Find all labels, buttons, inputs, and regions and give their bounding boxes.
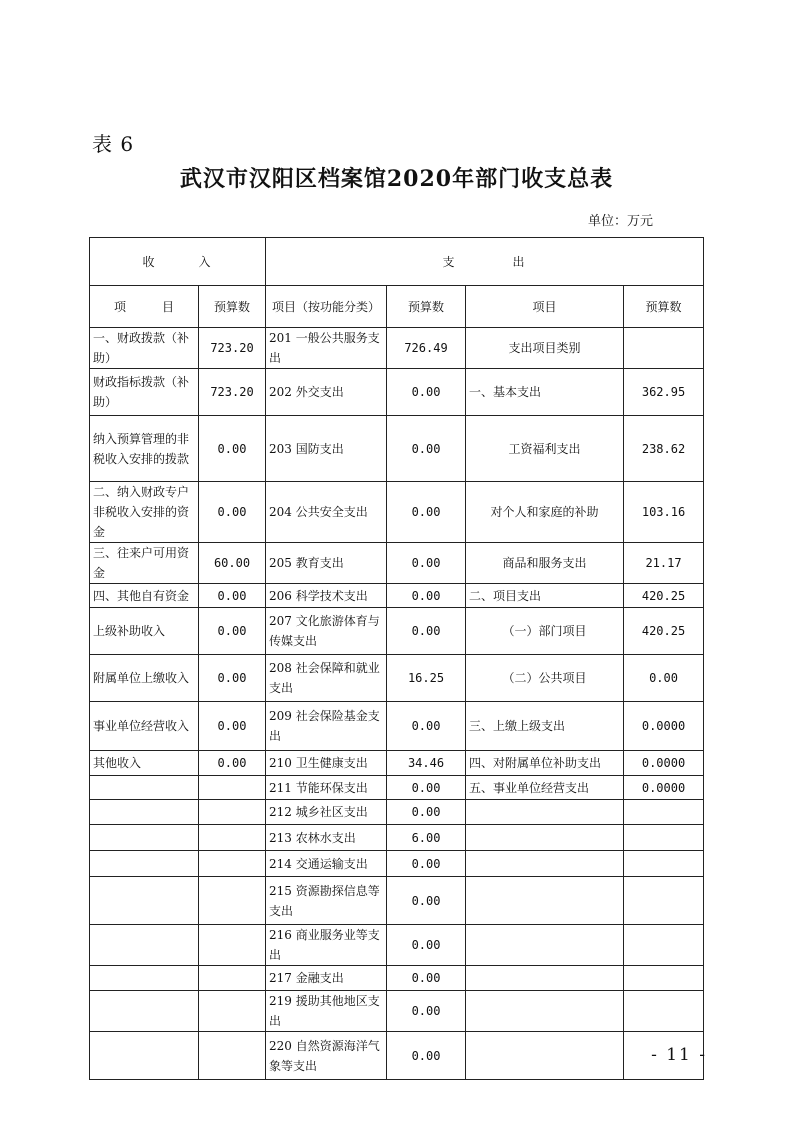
cell-income-item: 其他收入 bbox=[90, 751, 199, 776]
cell-expense-item: 二、项目支出 bbox=[466, 584, 624, 608]
cell-function-item: 208 社会保障和就业支出 bbox=[266, 655, 387, 702]
page-title: 武汉市汉阳区档案馆2020年部门收支总表 bbox=[179, 166, 614, 192]
header-item-2: 项目 bbox=[466, 286, 624, 328]
cell-function-amount: 34.46 bbox=[387, 751, 466, 776]
cell-income-item bbox=[90, 825, 199, 851]
cell-expense-item: （一）部门项目 bbox=[466, 608, 624, 655]
cell-income-item: 附属单位上缴收入 bbox=[90, 655, 199, 702]
header-budget: 预算数 bbox=[199, 286, 266, 328]
header-budget-3: 预算数 bbox=[624, 286, 704, 328]
cell-function-item: 212 城乡社区支出 bbox=[266, 800, 387, 825]
cell-income-item bbox=[90, 877, 199, 925]
cell-function-item: 213 农林水支出 bbox=[266, 825, 387, 851]
cell-function-amount: 0.00 bbox=[387, 416, 466, 482]
cell-expense-amount bbox=[624, 851, 704, 877]
cell-expense-item bbox=[466, 966, 624, 991]
cell-income-item bbox=[90, 991, 199, 1032]
cell-expense-amount: 238.62 bbox=[624, 416, 704, 482]
cell-income-amount bbox=[199, 851, 266, 877]
cell-expense-item bbox=[466, 991, 624, 1032]
cell-expense-item bbox=[466, 851, 624, 877]
header-budget-2: 预算数 bbox=[387, 286, 466, 328]
page-number: - 11 - bbox=[651, 1045, 707, 1065]
cell-function-item: 220 自然资源海洋气象等支出 bbox=[266, 1032, 387, 1080]
cell-expense-item: 三、上缴上级支出 bbox=[466, 702, 624, 751]
table-body bbox=[90, 238, 704, 1080]
cell-income-item bbox=[90, 776, 199, 800]
cell-function-item: 210 卫生健康支出 bbox=[266, 751, 387, 776]
cell-expense-amount: 21.17 bbox=[624, 543, 704, 584]
cell-expense-amount bbox=[624, 800, 704, 825]
cell-income-amount: 0.00 bbox=[199, 482, 266, 543]
budget-table bbox=[89, 237, 704, 1080]
cell-function-item: 219 援助其他地区支出 bbox=[266, 991, 387, 1032]
cell-function-item: 204 公共安全支出 bbox=[266, 482, 387, 543]
cell-expense-item: 四、对附属单位补助支出 bbox=[466, 751, 624, 776]
cell-income-item: 三、往来户可用资金 bbox=[90, 543, 199, 584]
cell-expense-amount: 420.25 bbox=[624, 608, 704, 655]
cell-income-amount: 0.00 bbox=[199, 416, 266, 482]
cell-function-amount: 0.00 bbox=[387, 1032, 466, 1080]
cell-function-item: 209 社会保险基金支出 bbox=[266, 702, 387, 751]
cell-income-item bbox=[90, 966, 199, 991]
cell-expense-amount: 362.95 bbox=[624, 369, 704, 416]
cell-function-amount: 0.00 bbox=[387, 877, 466, 925]
cell-income-amount: 0.00 bbox=[199, 584, 266, 608]
table-row bbox=[90, 655, 704, 702]
cell-function-amount: 0.00 bbox=[387, 966, 466, 991]
cell-expense-amount bbox=[624, 825, 704, 851]
cell-function-amount: 0.00 bbox=[387, 543, 466, 584]
table-row bbox=[90, 851, 704, 877]
cell-function-item: 207 文化旅游体育与传媒支出 bbox=[266, 608, 387, 655]
cell-expense-item: 商品和服务支出 bbox=[466, 543, 624, 584]
cell-expense-amount: 0.0000 bbox=[624, 751, 704, 776]
table-row bbox=[90, 608, 704, 655]
cell-income-item bbox=[90, 851, 199, 877]
table-row bbox=[90, 751, 704, 776]
cell-function-item: 211 节能环保支出 bbox=[266, 776, 387, 800]
cell-income-amount: 0.00 bbox=[199, 702, 266, 751]
cell-function-amount: 16.25 bbox=[387, 655, 466, 702]
cell-function-item: 206 科学技术支出 bbox=[266, 584, 387, 608]
cell-income-amount: 723.20 bbox=[199, 328, 266, 369]
cell-income-item: 事业单位经营收入 bbox=[90, 702, 199, 751]
cell-income-item: 二、纳入财政专户非税收入安排的资金 bbox=[90, 482, 199, 543]
cell-function-amount: 6.00 bbox=[387, 825, 466, 851]
cell-function-item: 214 交通运输支出 bbox=[266, 851, 387, 877]
table-row bbox=[90, 991, 704, 1032]
cell-function-amount: 0.00 bbox=[387, 851, 466, 877]
cell-expense-item bbox=[466, 877, 624, 925]
cell-income-amount: 723.20 bbox=[199, 369, 266, 416]
header-func-item: 项目（按功能分类） bbox=[266, 286, 387, 328]
cell-expense-amount bbox=[624, 328, 704, 369]
cell-income-amount bbox=[199, 991, 266, 1032]
cell-income-amount: 0.00 bbox=[199, 655, 266, 702]
cell-income-item: 上级补助收入 bbox=[90, 608, 199, 655]
table-label: 表 6 bbox=[92, 132, 135, 156]
table-row bbox=[90, 328, 704, 369]
cell-income-item: 一、财政拨款（补助） bbox=[90, 328, 199, 369]
cell-function-amount: 0.00 bbox=[387, 776, 466, 800]
cell-function-item: 216 商业服务业等支出 bbox=[266, 925, 387, 966]
cell-income-amount bbox=[199, 1032, 266, 1080]
table-row bbox=[90, 416, 704, 482]
cell-expense-amount: 103.16 bbox=[624, 482, 704, 543]
cell-function-item: 217 金融支出 bbox=[266, 966, 387, 991]
table-row bbox=[90, 877, 704, 925]
cell-function-amount: 0.00 bbox=[387, 369, 466, 416]
cell-function-item: 215 资源勘探信息等支出 bbox=[266, 877, 387, 925]
cell-function-amount: 0.00 bbox=[387, 702, 466, 751]
cell-income-amount bbox=[199, 877, 266, 925]
cell-expense-amount: 0.00 bbox=[624, 655, 704, 702]
cell-expense-item bbox=[466, 825, 624, 851]
cell-income-amount: 60.00 bbox=[199, 543, 266, 584]
cell-income-amount bbox=[199, 966, 266, 991]
cell-income-item: 财政指标拨款（补助） bbox=[90, 369, 199, 416]
table-row bbox=[90, 584, 704, 608]
cell-expense-amount bbox=[624, 991, 704, 1032]
table-row bbox=[90, 825, 704, 851]
table-row bbox=[90, 966, 704, 991]
cell-function-item: 201 一般公共服务支出 bbox=[266, 328, 387, 369]
cell-expense-amount bbox=[624, 925, 704, 966]
unit-label: 单位：万元 bbox=[587, 214, 653, 229]
header-row-group bbox=[90, 238, 704, 286]
cell-expense-item bbox=[466, 1032, 624, 1080]
table-row bbox=[90, 800, 704, 825]
cell-expense-amount bbox=[624, 877, 704, 925]
table-row bbox=[90, 702, 704, 751]
cell-income-amount bbox=[199, 825, 266, 851]
cell-expense-item: 对个人和家庭的补助 bbox=[466, 482, 624, 543]
table-row bbox=[90, 482, 704, 543]
cell-function-amount: 0.00 bbox=[387, 800, 466, 825]
table-row bbox=[90, 925, 704, 966]
cell-expense-item: 一、基本支出 bbox=[466, 369, 624, 416]
cell-function-amount: 0.00 bbox=[387, 608, 466, 655]
header-income: 收 入 bbox=[90, 238, 266, 286]
table-row bbox=[90, 1032, 704, 1080]
cell-function-amount: 726.49 bbox=[387, 328, 466, 369]
cell-income-amount bbox=[199, 800, 266, 825]
cell-income-amount bbox=[199, 925, 266, 966]
cell-expense-item bbox=[466, 800, 624, 825]
header-row-columns bbox=[90, 286, 704, 328]
cell-function-item: 203 国防支出 bbox=[266, 416, 387, 482]
cell-function-amount: 0.00 bbox=[387, 482, 466, 543]
cell-function-amount: 0.00 bbox=[387, 584, 466, 608]
table-row bbox=[90, 776, 704, 800]
cell-expense-item: （二）公共项目 bbox=[466, 655, 624, 702]
cell-income-item bbox=[90, 925, 199, 966]
header-item: 项 目 bbox=[90, 286, 199, 328]
cell-income-item bbox=[90, 800, 199, 825]
table-row bbox=[90, 543, 704, 584]
cell-expense-amount: 0.0000 bbox=[624, 776, 704, 800]
header-expense: 支 出 bbox=[266, 238, 704, 286]
cell-income-amount: 0.00 bbox=[199, 608, 266, 655]
cell-income-amount: 0.00 bbox=[199, 751, 266, 776]
cell-income-item bbox=[90, 1032, 199, 1080]
cell-expense-item: 五、事业单位经营支出 bbox=[466, 776, 624, 800]
cell-expense-item: 工资福利支出 bbox=[466, 416, 624, 482]
cell-income-item: 纳入预算管理的非税收入安排的拨款 bbox=[90, 416, 199, 482]
cell-expense-amount: 0.0000 bbox=[624, 702, 704, 751]
cell-expense-item bbox=[466, 925, 624, 966]
cell-expense-item: 支出项目类别 bbox=[466, 328, 624, 369]
cell-function-amount: 0.00 bbox=[387, 925, 466, 966]
cell-expense-amount: 420.25 bbox=[624, 584, 704, 608]
cell-expense-amount bbox=[624, 966, 704, 991]
cell-function-amount: 0.00 bbox=[387, 991, 466, 1032]
cell-function-item: 202 外交支出 bbox=[266, 369, 387, 416]
cell-income-item: 四、其他自有资金 bbox=[90, 584, 199, 608]
cell-function-item: 205 教育支出 bbox=[266, 543, 387, 584]
table-row bbox=[90, 369, 704, 416]
cell-income-amount bbox=[199, 776, 266, 800]
